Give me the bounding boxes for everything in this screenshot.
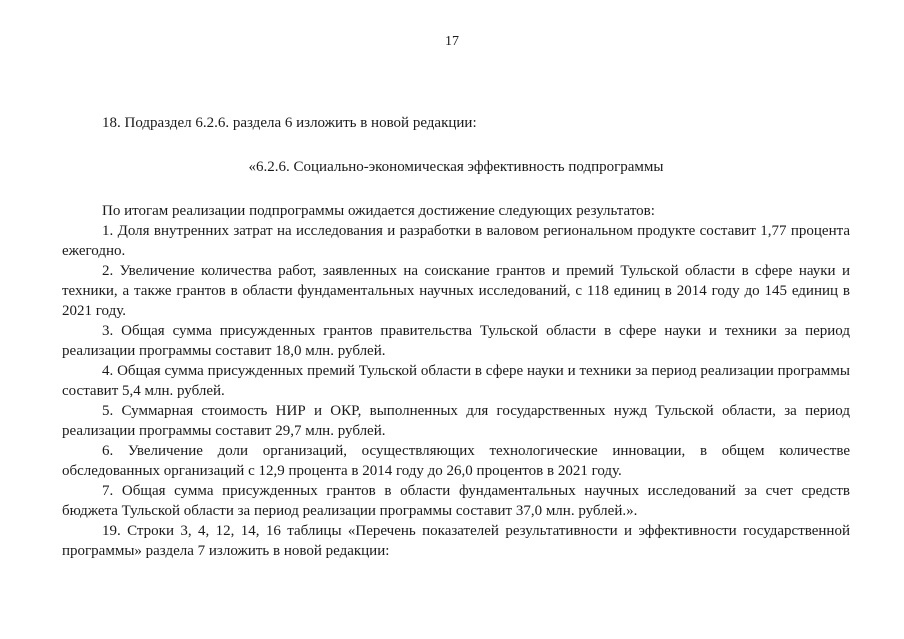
result-item-2: 2. Увеличение количества работ, заявленных на соискание грантов и премий Тульской области в сфере науки и техники, а также грантов в области фундаментальных научных исследований, с 118 единиц в 2014 году до 145 единиц в 2021 году.: [62, 263, 850, 319]
paragraph-item-18: 18. Подраздел 6.2.6. раздела 6 изложить в новой редакции:: [102, 115, 477, 131]
result-item-7: 7. Общая сумма присужденных грантов в области фундаментальных научных исследований за счет средств бюджета Тульской области за период реализации программы составит 37,0 млн. рублей.».: [62, 483, 850, 519]
section-heading: «6.2.6. Социально-экономическая эффективность подпрограммы: [248, 159, 664, 175]
page-number: 17: [445, 34, 459, 49]
result-item-5: 5. Суммарная стоимость НИР и ОКР, выполненных для государственных нужд Тульской области, за период реализации программы составит 29,7 млн. рублей.: [62, 403, 850, 439]
result-item-1: 1. Доля внутренних затрат на исследования и разработки в валовом региональном продукте составит 1,77 процента ежегодно.: [62, 223, 850, 259]
paragraph-item-19: 19. Строки 3, 4, 12, 14, 16 таблицы «Перечень показателей результативности и эффективности государственной программы» раздела 7 изложить в новой редакции:: [62, 523, 850, 559]
result-item-4: 4. Общая сумма присужденных премий Тульской области в сфере науки и техники за период реализации программы составит 5,4 млн. рублей.: [62, 363, 850, 399]
result-item-6: 6. Увеличение доли организаций, осуществляющих технологические инновации, в общем количестве обследованных организаций с 12,9 процента в 2014 году до 26,0 процентов в 2021 году.: [62, 443, 850, 479]
result-item-3: 3. Общая сумма присужденных грантов правительства Тульской области в сфере науки и техники за период реализации программы составит 18,0 млн. рублей.: [62, 323, 850, 359]
paragraph-intro: По итогам реализации подпрограммы ожидается достижение следующих результатов:: [102, 203, 655, 219]
document-body: [62, 113, 850, 561]
